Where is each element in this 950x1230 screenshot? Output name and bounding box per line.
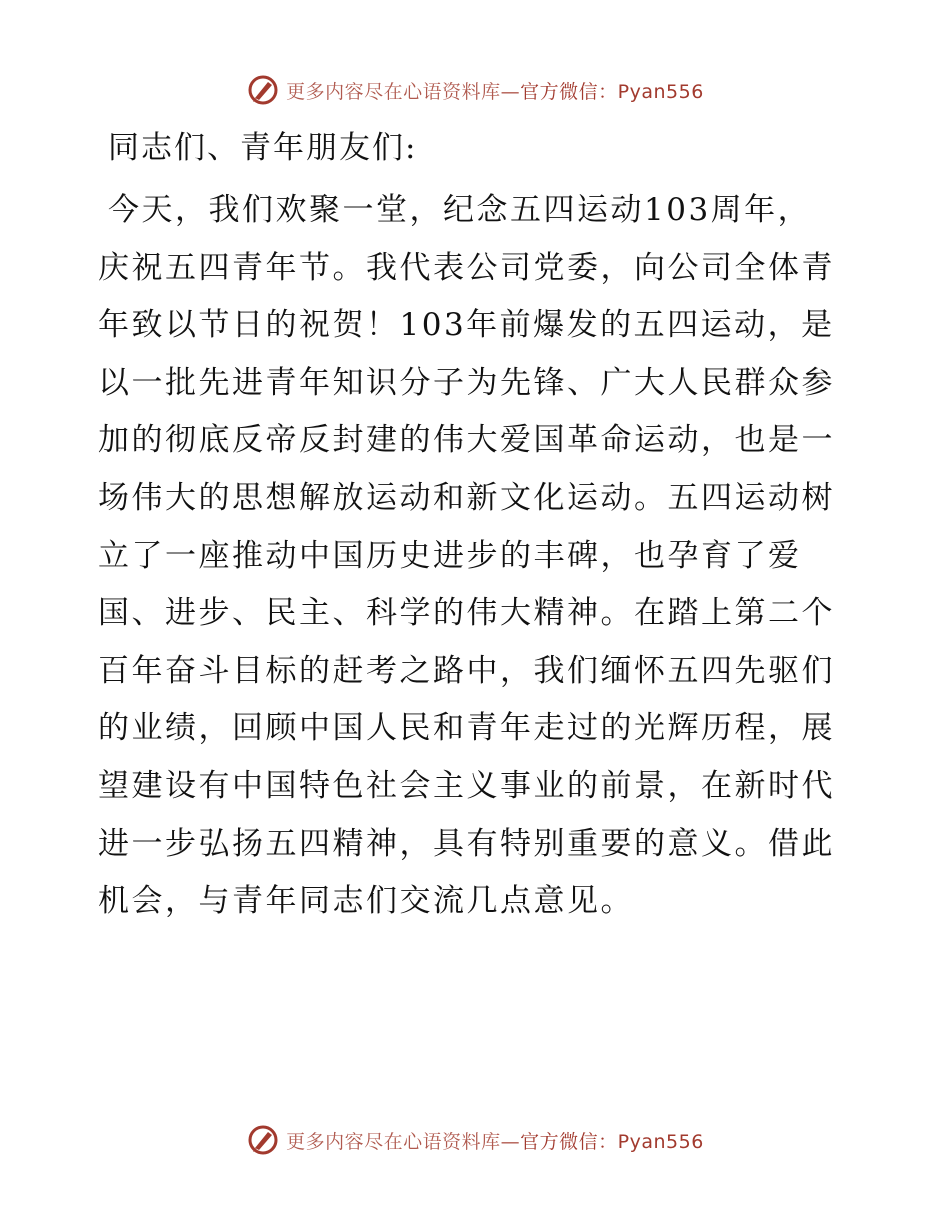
paragraph-line: 进一步弘扬五四精神，具有特别重要的意义。借此 xyxy=(98,825,835,862)
paragraph-line: 望建设有中国特色社会主义事业的前景，在新时代 xyxy=(98,767,835,804)
header-banner-text xyxy=(286,77,704,104)
paragraph-line: 的业绩，回顾中国人民和青年走过的光辉历程，展 xyxy=(98,710,835,747)
footer-banner-text xyxy=(286,1127,704,1154)
pen-logo-icon xyxy=(246,1123,280,1157)
paragraph-line: 庆祝五四青年节。我代表公司党委，向公司全体青 xyxy=(98,249,835,286)
header-watermark-banner xyxy=(0,70,950,110)
paragraph-line: 立了一座推动中国历史进步的丰碑，也孕育了爱 xyxy=(98,537,802,574)
salutation: 同志们、青年朋友们: xyxy=(108,130,418,166)
pen-logo-icon xyxy=(246,73,280,107)
speech-paragraph xyxy=(98,182,858,931)
header-banner-main: 更多内容尽在心语资料库— xyxy=(286,80,521,103)
paragraph-line: 年致以节日的祝贺！103年前爆发的五四运动，是 xyxy=(98,307,835,344)
footer-banner-wechat: 官方微信：Pyan556 xyxy=(520,1130,704,1153)
paragraph-line: 国、进步、民主、科学的伟大精神。在踏上第二个 xyxy=(98,595,835,632)
paragraph-line: 加的彻底反帝反封建的伟大爱国革命运动，也是一 xyxy=(98,422,835,459)
footer-watermark-banner xyxy=(0,1120,950,1160)
paragraph-line: 以一批先进青年知识分子为先锋、广大人民群众参 xyxy=(98,364,835,401)
header-banner-wechat: 官方微信：Pyan556 xyxy=(520,80,704,103)
document-body xyxy=(98,122,858,931)
paragraph-line: 今天，我们欢聚一堂，纪念五四运动103周年， xyxy=(108,192,812,228)
paragraph-line: 场伟大的思想解放运动和新文化运动。五四运动树 xyxy=(98,479,835,516)
footer-banner-main: 更多内容尽在心语资料库— xyxy=(286,1130,521,1153)
paragraph-line: 机会，与青年同志们交流几点意见。 xyxy=(98,883,634,920)
paragraph-line: 百年奋斗目标的赶考之路中，我们缅怀五四先驱们 xyxy=(98,652,835,689)
